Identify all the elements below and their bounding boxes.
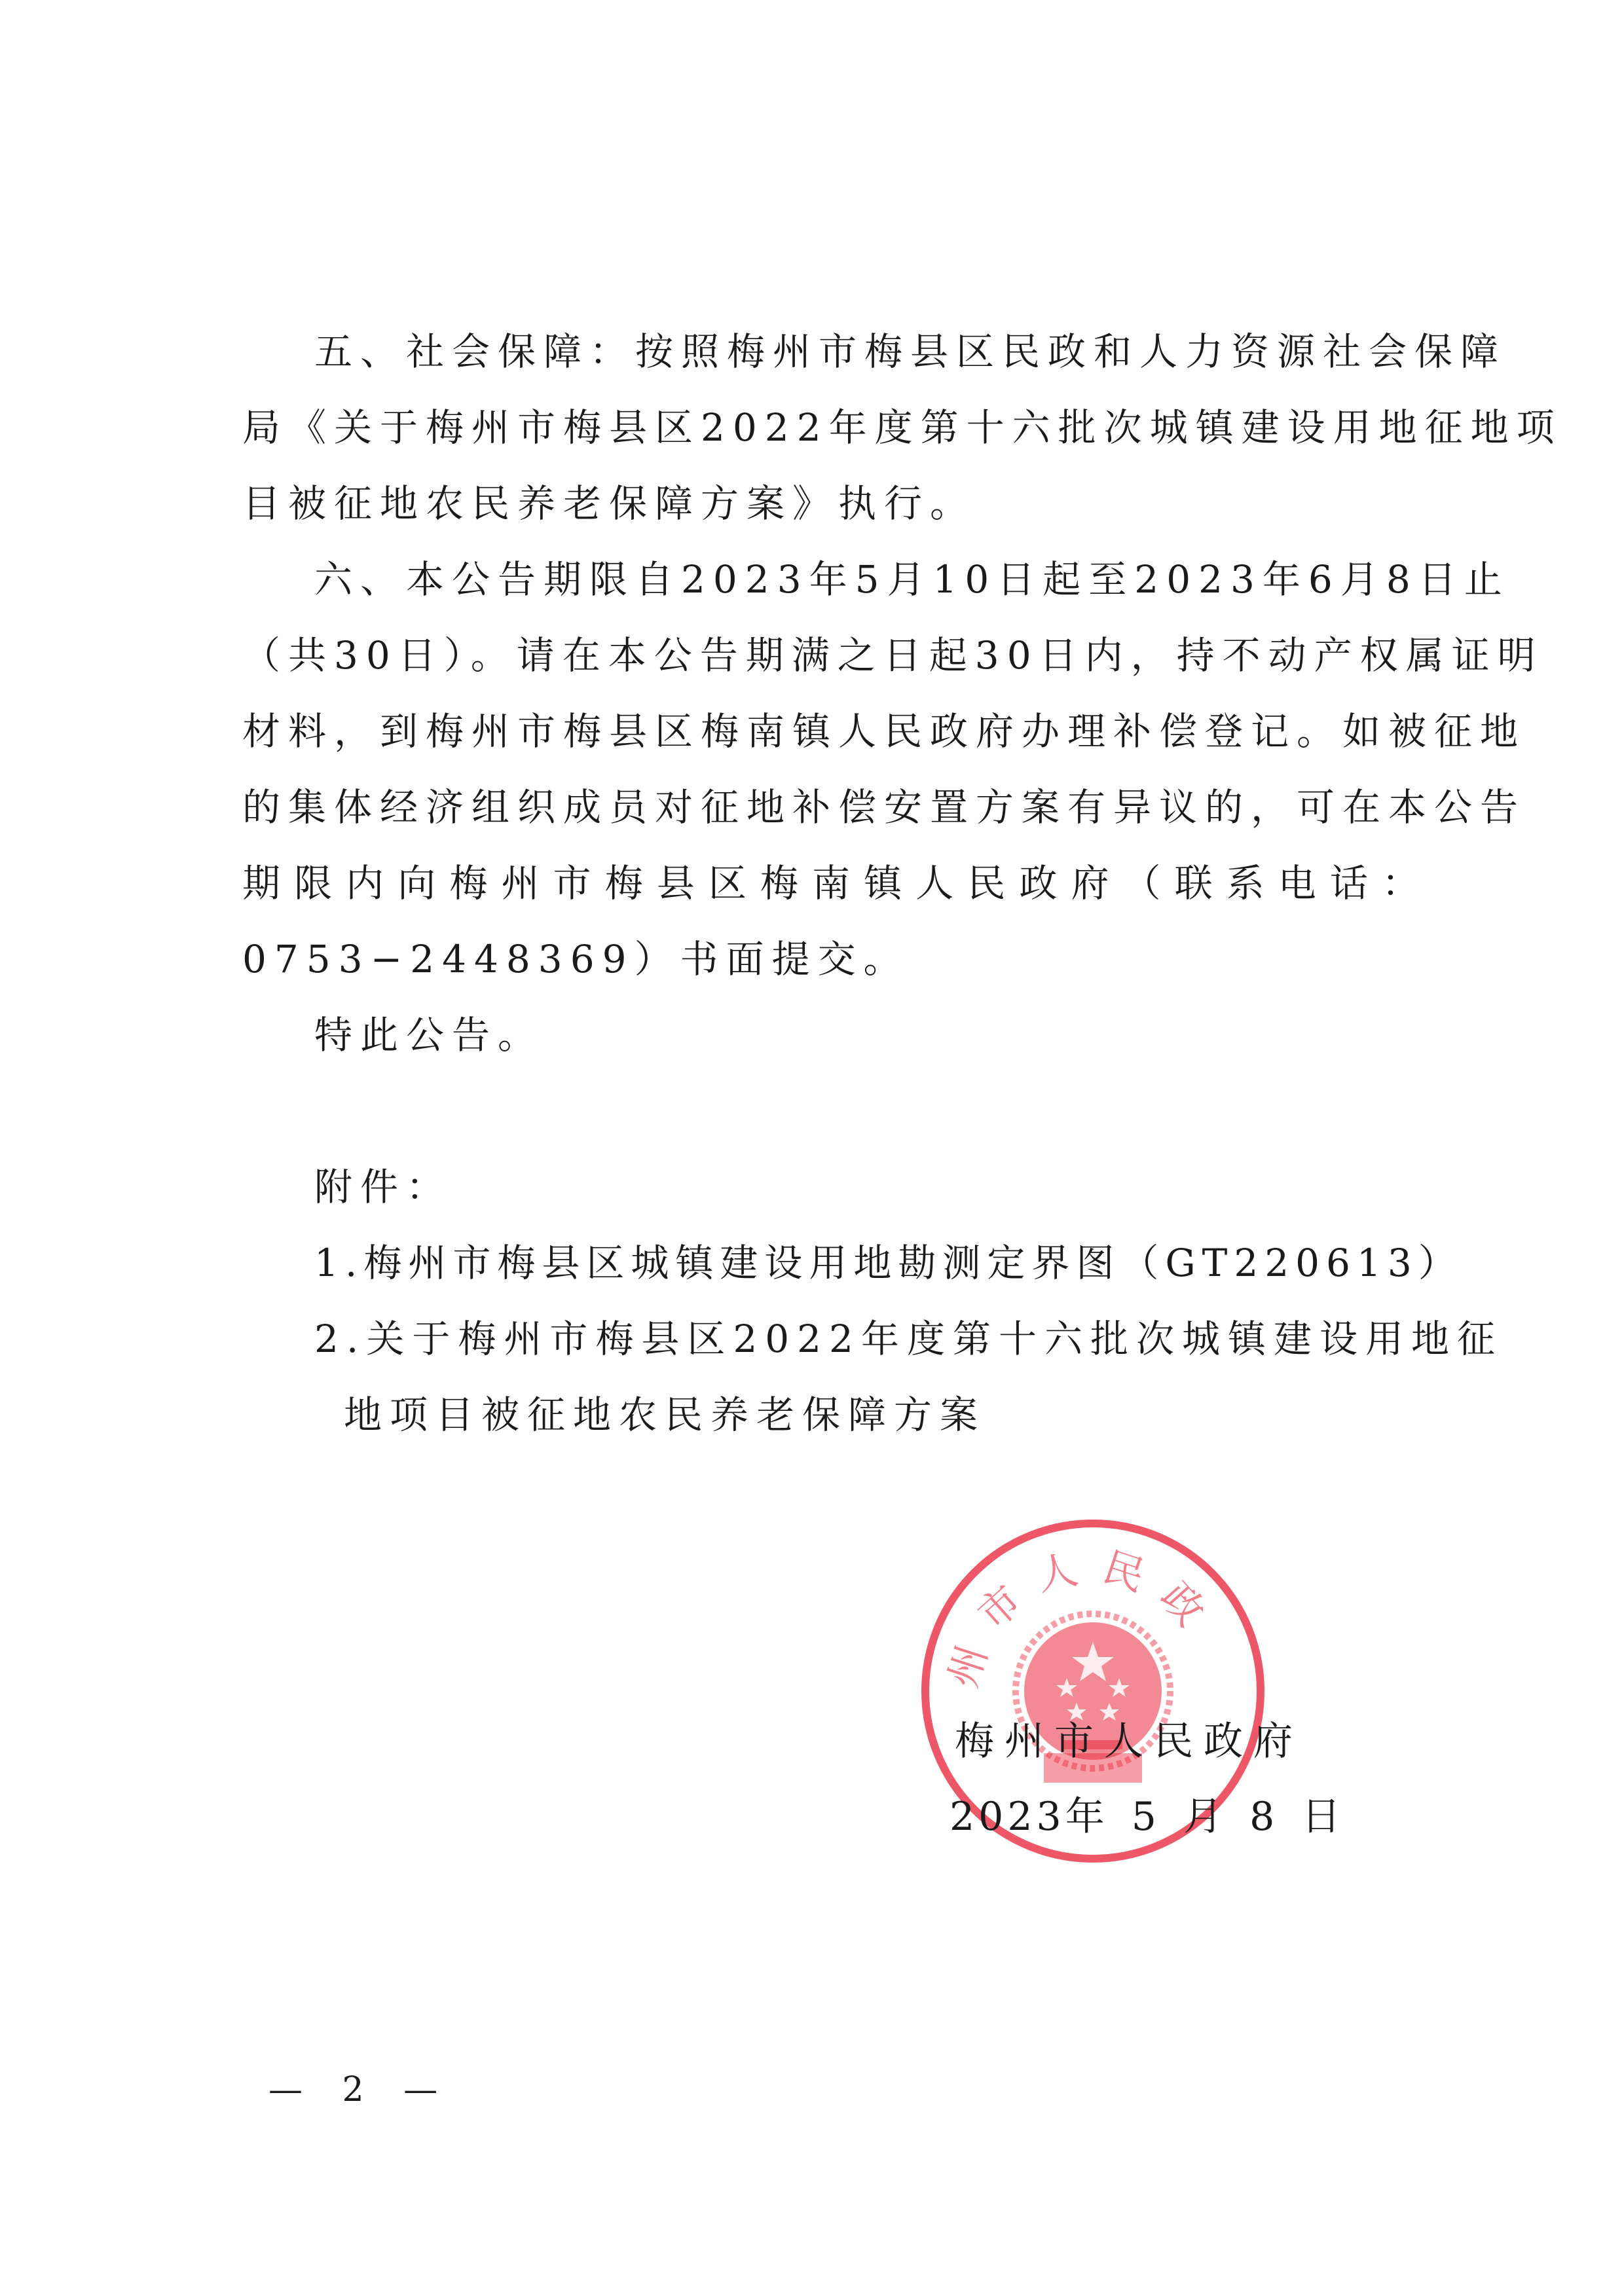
section6-line-1: 六、本公告期限自2023年5月10日起至2023年6月8日止 [314, 557, 1510, 602]
section5-line-3: 目被征地农民养老保障方案》执行。 [242, 481, 976, 526]
attachment-item-2-continued: 地项目被征地农民养老保障方案 [344, 1393, 986, 1437]
page-number: — 2 — [268, 2070, 452, 2109]
section5-line-1: 五、社会保障：按照梅州市梅县区民政和人力资源社会保障 [314, 329, 1507, 374]
signing-organization: 梅州市人民政府 [955, 1719, 1303, 1764]
section6-line-6: 0753−2448369）书面提交。 [242, 937, 910, 981]
attachment-item-2: 2.关于梅州市梅县区2022年度第十六批次城镇建设用地征 [314, 1317, 1503, 1361]
signing-date: 2023年 5 月 8 日 [950, 1794, 1345, 1840]
closing-statement: 特此公告。 [314, 1013, 544, 1057]
section6-line-2: （共30日）。请在本公告期满之日起30日内，持不动产权属证明 [242, 633, 1543, 678]
section6-line-5: 期限内向梅州市梅县区梅南镇人民政府（联系电话： [242, 861, 1428, 905]
svg-text:州市人民政: 州市人民政 [938, 1540, 1228, 1693]
attachment-item-1: 1.梅州市梅县区城镇建设用地勘测定界图（GT220613） [314, 1241, 1463, 1285]
section6-line-4: 的集体经济组织成员对征地补偿安置方案有异议的，可在本公告 [242, 785, 1526, 829]
section6-line-3: 材料，到梅州市梅县区梅南镇人民政府办理补偿登记。如被征地 [242, 709, 1526, 754]
attachments-heading: 附件： [314, 1165, 452, 1209]
section5-line-2: 局《关于梅州市梅县区2022年度第十六批次城镇建设用地征地项 [242, 405, 1562, 450]
